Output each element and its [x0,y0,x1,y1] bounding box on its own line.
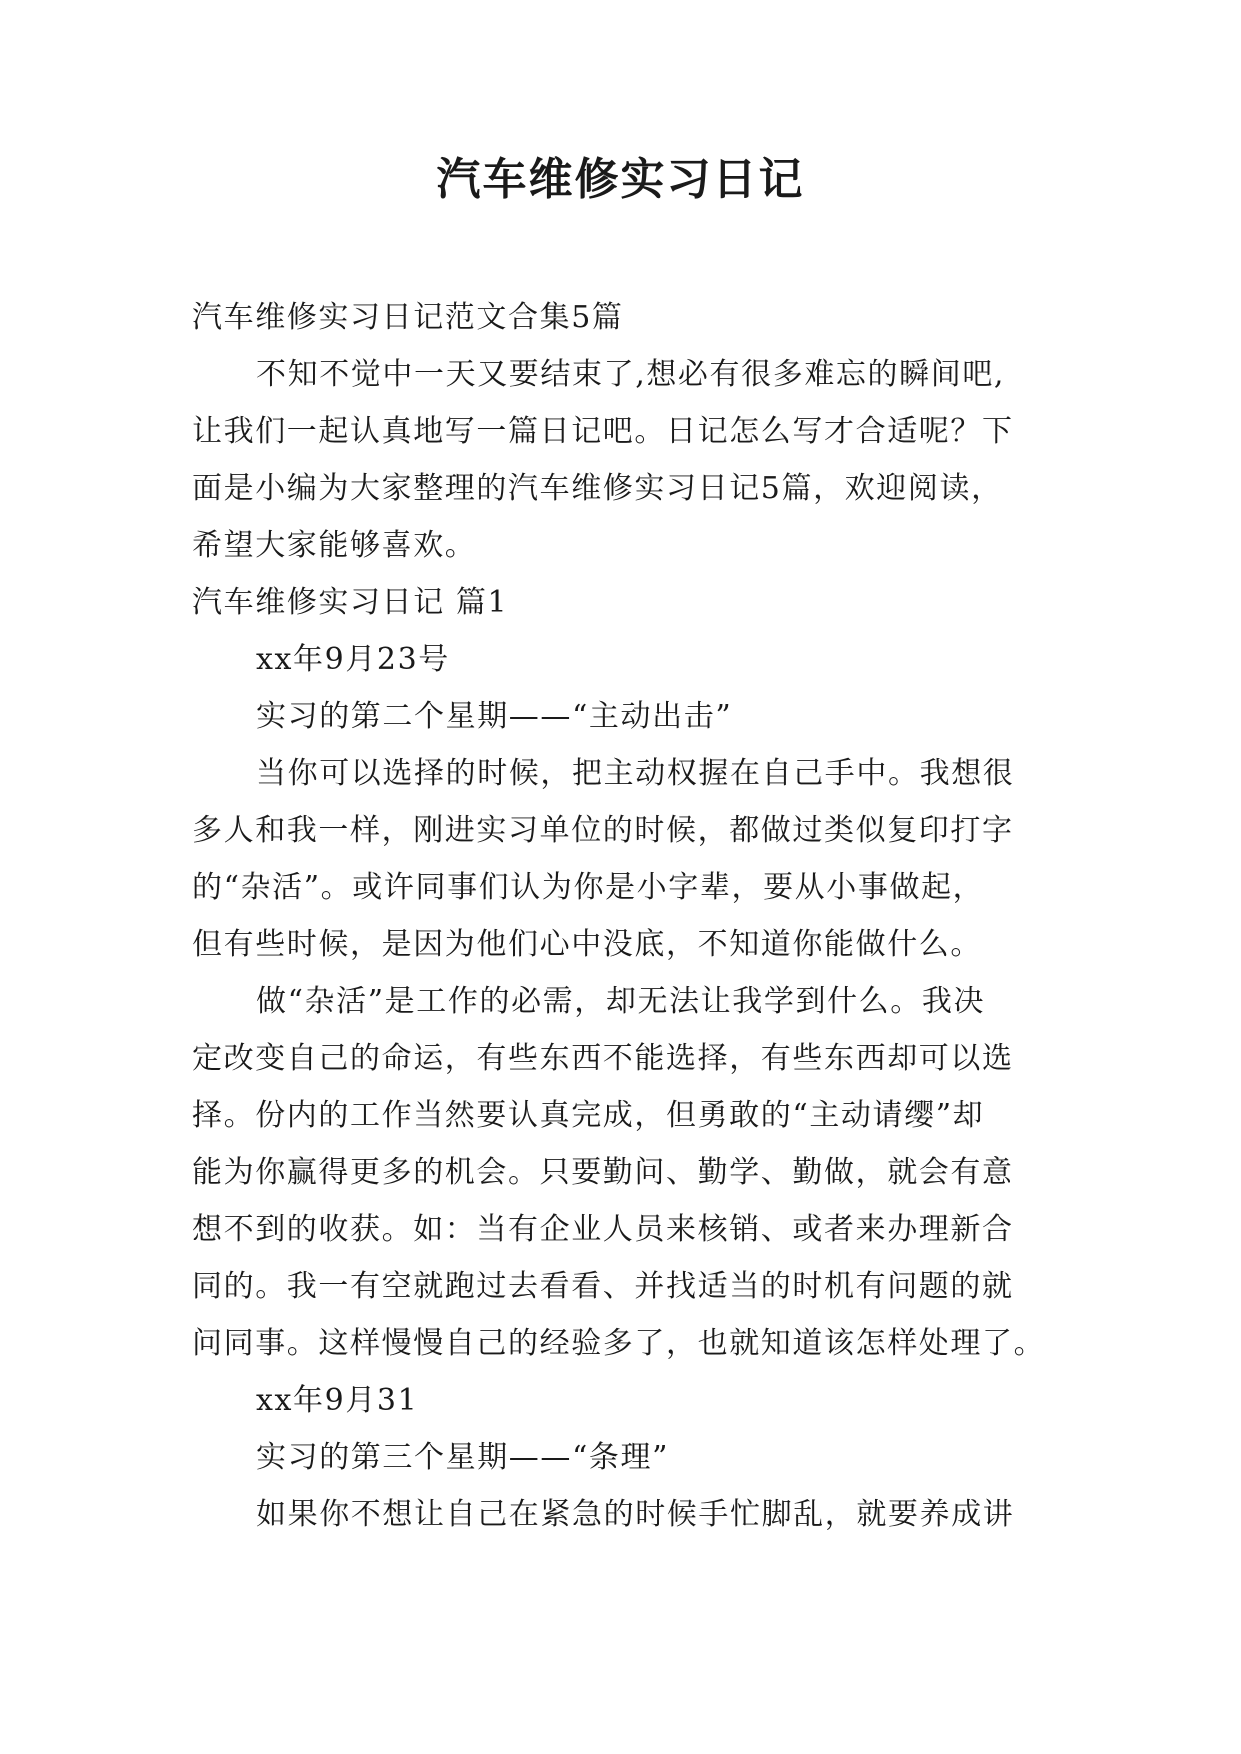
text-line: 但有些时候，是因为他们心中没底，不知道你能做什么。 [192,927,982,962]
text-line: 不知不觉中一天又要结束了,想必有很多难忘的瞬间吧, [256,357,1006,392]
text-line: 汽车维修实习日记范文合集5篇 [192,300,624,335]
text-line: 实习的第三个星期——“条理” [256,1440,670,1475]
document-body [192,289,1072,1543]
text-line: 如果你不想让自己在紧急的时候手忙脚乱，就要养成讲 [256,1497,1015,1532]
text-line: xx年9月23号 [256,642,450,677]
text-line: 当你可以选择的时候，把主动权握在自己手中。我想很 [256,756,1015,791]
text-line: 让我们一起认真地写一篇日记吧。日记怎么写才合适呢？下 [192,414,1014,449]
text-line: 定改变自己的命运，有些东西不能选择，有些东西却可以选 [192,1041,1014,1076]
text-line: xx年9月31 [256,1383,419,1418]
text-line: 希望大家能够喜欢。 [192,528,477,563]
text-line: 想不到的收获。如：当有企业人员来核销、或者来办理新合 [192,1212,1014,1247]
text-line: 问同事。这样慢慢自己的经验多了，也就知道该怎样处理了。 [192,1326,1046,1361]
text-line: 做“杂活”是工作的必需，却无法让我学到什么。我决 [256,984,986,1019]
text-line: 多人和我一样，刚进实习单位的时候，都做过类似复印打字 [192,813,1014,848]
text-line: 择。份内的工作当然要认真完成，但勇敢的“主动请缨”却 [192,1098,985,1133]
text-line: 的“杂活”。或许同事们认为你是小字辈，要从小事做起， [192,870,985,905]
text-line: 实习的第二个星期——“主动出击” [256,699,733,734]
text-line: 能为你赢得更多的机会。只要勤问、勤学、勤做，就会有意 [192,1155,1014,1190]
text-line: 同的。我一有空就跑过去看看、并找适当的时机有问题的就 [192,1269,1014,1304]
document-title: 汽车维修实习日记 [436,154,805,205]
text-line: 面是小编为大家整理的汽车维修实习日记5篇，欢迎阅读， [192,471,1003,506]
text-line: 汽车维修实习日记 篇1 [192,585,509,620]
